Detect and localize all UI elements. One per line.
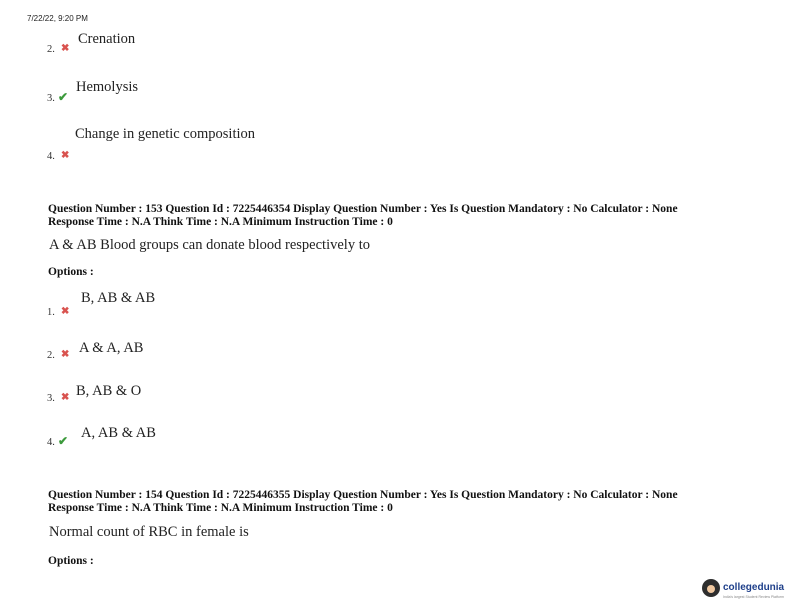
check-icon: ✔ xyxy=(58,90,69,104)
option-number: 2. xyxy=(47,350,55,361)
option-text: B, AB & AB xyxy=(81,290,156,306)
option-number: 4. xyxy=(47,151,55,162)
cross-icon: ✖ xyxy=(61,150,70,161)
question-meta: Response Time : N.A Think Time : N.A Minimum Instruction Time : 0 xyxy=(48,502,393,514)
options-label: Options : xyxy=(48,555,94,567)
cross-icon: ✖ xyxy=(61,306,70,317)
logo-wordmark: collegedunia India's largest Student Review Platform xyxy=(723,582,785,599)
option-text: B, AB & O xyxy=(76,383,142,399)
option-text: A, AB & AB xyxy=(81,425,156,441)
question-meta: Question Number : 153 Question Id : 7225446354 Display Question Number : Yes Is Question Mandatory : No Calculator : None xyxy=(48,203,678,215)
option-number: 3. xyxy=(47,393,55,404)
option-text: Hemolysis xyxy=(76,79,139,95)
question-text: Normal count of RBC in female is xyxy=(49,524,249,540)
question-text: A & AB Blood groups can donate blood respectively to xyxy=(49,237,370,253)
collegedunia-logo xyxy=(702,577,784,599)
option-text: Change in genetic composition xyxy=(75,126,256,142)
option-text: A & A, AB xyxy=(79,340,144,356)
print-timestamp: 7/22/22, 9:20 PM xyxy=(27,14,88,23)
option-number: 4. xyxy=(47,437,55,448)
options-label: Options : xyxy=(48,266,94,278)
option-number: 3. xyxy=(47,93,55,104)
question-meta: Response Time : N.A Think Time : N.A Minimum Instruction Time : 0 xyxy=(48,216,393,228)
cross-icon: ✖ xyxy=(61,392,70,403)
option-number: 2. xyxy=(47,44,55,55)
cross-icon: ✖ xyxy=(61,349,70,360)
cross-icon: ✖ xyxy=(61,43,70,54)
check-icon: ✔ xyxy=(58,434,69,448)
option-number: 1. xyxy=(47,307,55,318)
avatar-icon xyxy=(702,579,720,597)
question-meta: Question Number : 154 Question Id : 7225446355 Display Question Number : Yes Is Question Mandatory : No Calculator : None xyxy=(48,489,678,501)
option-text: Crenation xyxy=(78,31,136,47)
